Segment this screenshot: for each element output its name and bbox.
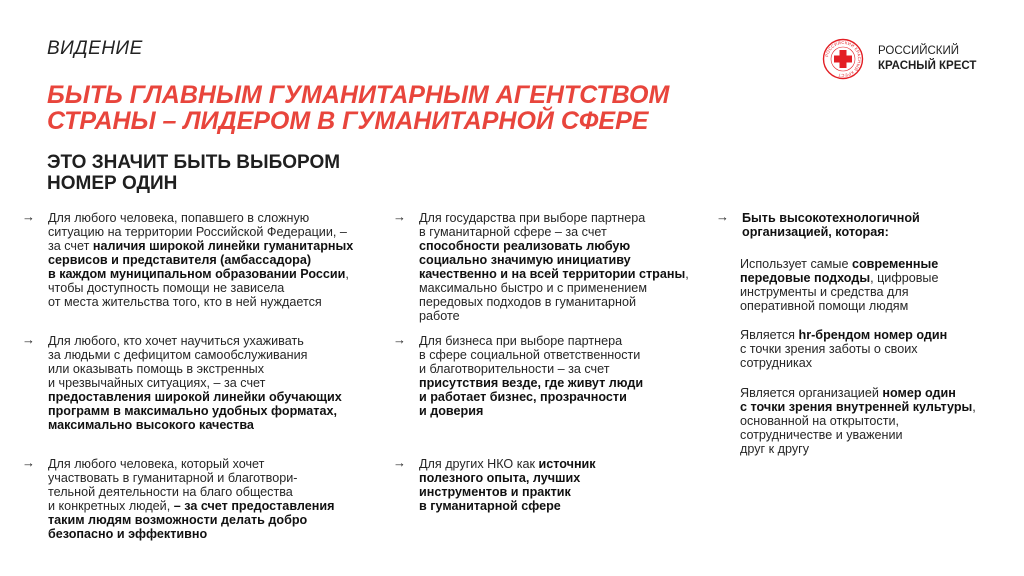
arrow-right-icon: → [22, 209, 35, 224]
list-item: Использует самые современные передовые подходы, цифровые инструменты и средства для оперативной помощи людям [740, 257, 939, 313]
arrow-right-icon: → [393, 209, 406, 224]
red-cross-emblem-icon [822, 38, 864, 80]
arrow-right-icon: → [22, 332, 35, 347]
arrow-right-icon: → [716, 209, 729, 224]
arrow-right-icon: → [393, 455, 406, 470]
logo-line-2: КРАСНЫЙ КРЕСТ [878, 60, 977, 72]
subtitle [47, 152, 407, 194]
section-label: ВИДЕНИЕ [47, 38, 143, 59]
headline-line-2: СТРАНЫ – ЛИДЕРОМ В ГУМАНИТАРНОЙ СФЕРЕ [47, 107, 649, 135]
red-cross-logo [822, 38, 992, 80]
headline-line-1: БЫТЬ ГЛАВНЫМ ГУМАНИТАРНЫМ АГЕНТСТВОМ [47, 81, 670, 109]
page-title [47, 82, 707, 134]
subtitle-line-2: НОМЕР ОДИН [47, 173, 178, 194]
logo-line-1: РОССИЙСКИЙ [878, 45, 960, 57]
arrow-right-icon: → [393, 332, 406, 347]
logo-wordmark [878, 44, 976, 74]
subtitle-line-1: ЭТО ЗНАЧИТ БЫТЬ ВЫБОРОМ [47, 152, 341, 173]
logo-ring-text: РОССИЙСКИЙ КРАСНЫЙ КРЕСТ [824, 39, 863, 79]
list-item: Является организацией номер один с точки зрения внутренней культуры, основанной на открытости, сотрудничестве и уважении друг к другу [740, 386, 976, 456]
arrow-right-icon: → [22, 455, 35, 470]
list-item: Является hr-брендом номер один с точки зрения заботы о своих сотрудниках [740, 328, 948, 370]
